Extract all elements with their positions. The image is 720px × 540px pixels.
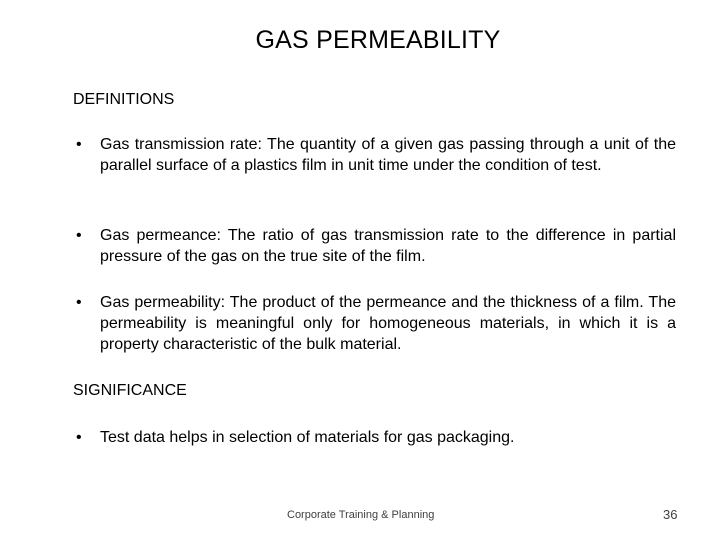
definition-body: The quantity of a given gas passing through a unit of the parallel surface of a plastics film in unit time under the condition of test. bbox=[100, 136, 676, 174]
bullet-icon: • bbox=[76, 294, 82, 311]
significance-item bbox=[76, 427, 676, 448]
definition-text bbox=[100, 292, 676, 355]
definition-item-gas-transmission-rate bbox=[76, 134, 676, 176]
definition-body: The ratio of gas transmission rate to the difference in partial pressure of the gas on the true site of the film. bbox=[100, 227, 677, 265]
definition-item-gas-permeance bbox=[76, 225, 676, 267]
definition-term: Gas transmission rate: bbox=[100, 136, 262, 153]
definition-text bbox=[100, 225, 676, 267]
definition-term: Gas permeance: bbox=[100, 227, 221, 244]
significance-heading: SIGNIFICANCE bbox=[73, 382, 187, 399]
significance-text: Test data helps in selection of materials for gas packaging. bbox=[100, 429, 515, 446]
definition-text bbox=[100, 134, 676, 176]
definitions-heading: DEFINITIONS bbox=[73, 91, 175, 108]
footer-organization: Corporate Training & Planning bbox=[287, 509, 435, 521]
definition-body: The product of the permeance and the thickness of a film. The permeability is meaningful only for homogeneous materials, in which it is a property characteristic of the bulk material. bbox=[100, 294, 676, 353]
definition-item-gas-permeability bbox=[76, 292, 676, 355]
slide-title: GAS PERMEABILITY bbox=[255, 26, 501, 54]
definition-term: Gas permeability: bbox=[100, 294, 226, 311]
page-number: 36 bbox=[663, 507, 678, 522]
bullet-icon: • bbox=[76, 227, 82, 244]
bullet-icon: • bbox=[76, 136, 82, 153]
bullet-icon: • bbox=[76, 429, 82, 446]
